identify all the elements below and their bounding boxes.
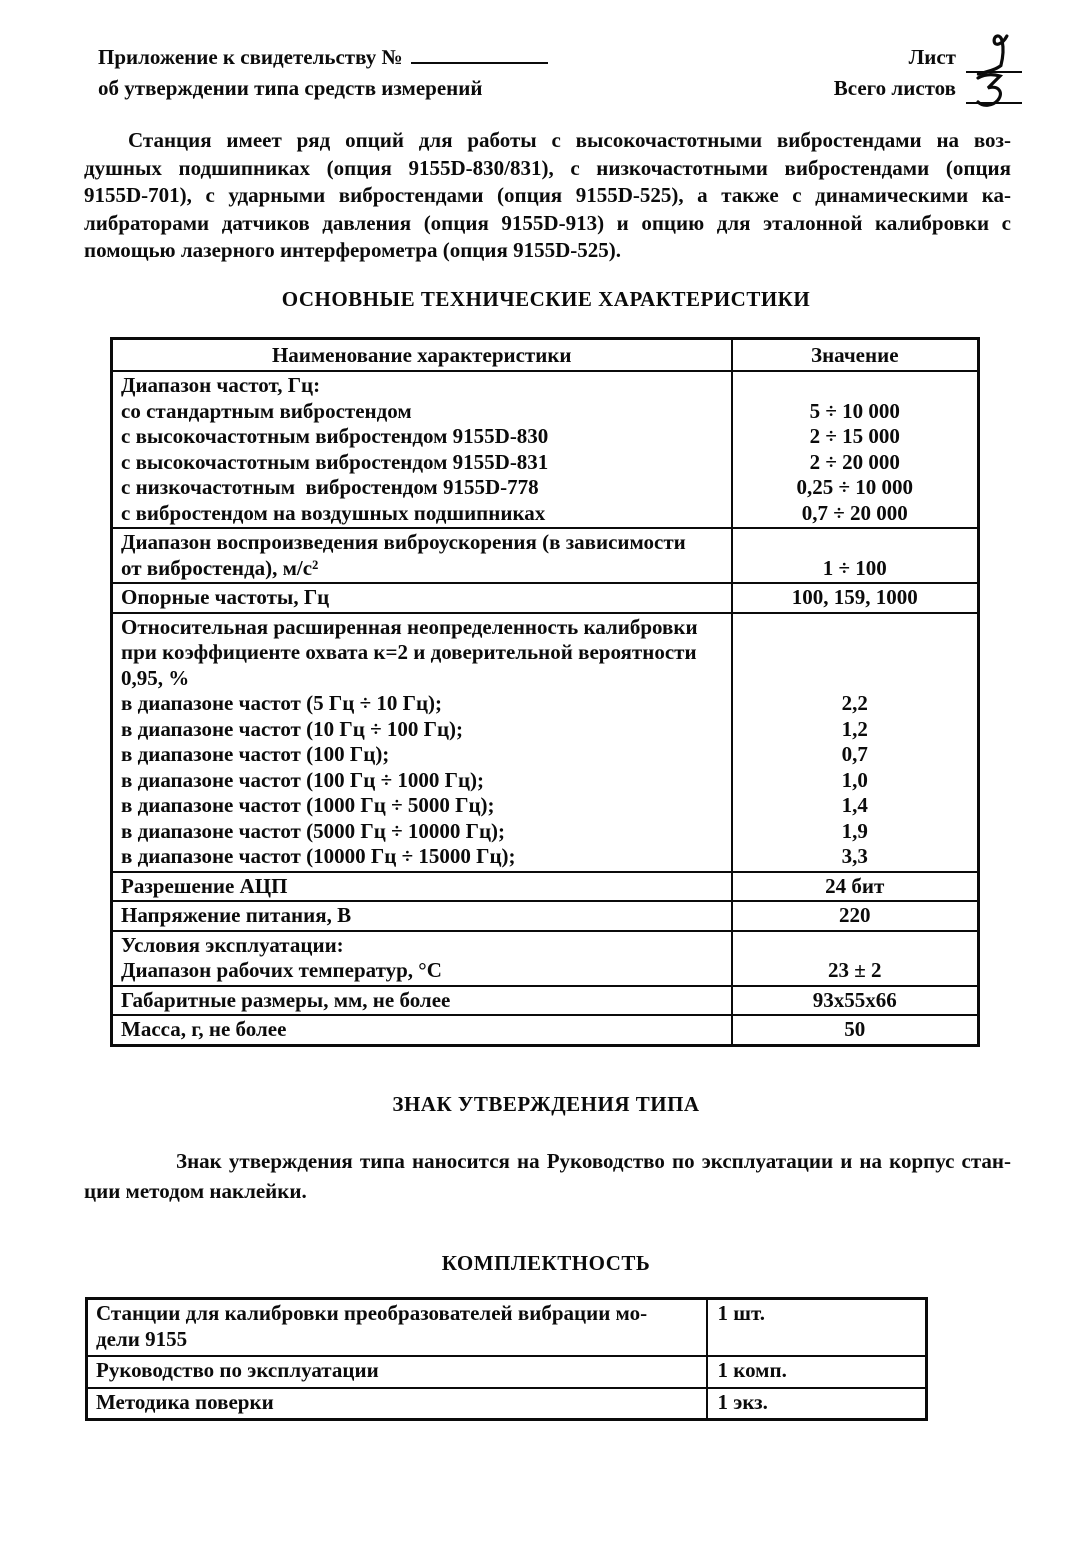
specs-table-row (112, 613, 979, 872)
characteristic-name-line: в диапазоне частот (1000 Гц ÷ 5000 Гц); (121, 793, 495, 817)
kit-item-name-cell (87, 1356, 707, 1388)
appendix-header-line2: об утверждении типа средств измерений (98, 76, 483, 100)
kit-item-name-line: Методика поверки (96, 1389, 274, 1414)
paragraph-line: либраторами датчиков давления (опция 9155D-913) и опцию для эталонной калибровки с (84, 210, 1011, 235)
characteristic-name-line: с высокочастотным вибростендом 9155D-831 (121, 449, 549, 474)
characteristic-value-cell (732, 1015, 979, 1045)
characteristic-name-line: в диапазоне частот (100 Гц ÷ 1000 Гц); (121, 767, 485, 792)
characteristic-name-line: в диапазоне частот (10 Гц ÷ 100 Гц); (121, 716, 464, 741)
characteristic-value-line (733, 933, 978, 959)
kit-item-qty: 1 шт. (717, 1301, 765, 1325)
characteristic-value-line: 3,3 (841, 844, 868, 868)
kit-section-title: КОМПЛЕКТНОСТЬ (441, 1251, 651, 1275)
characteristic-name-line: 0,95, % (121, 665, 190, 690)
sheet-counter (834, 42, 1022, 104)
characteristic-name-cell (112, 986, 732, 1016)
specs-col-name-header: Наименование характеристики (112, 339, 732, 372)
characteristic-name-line: в диапазоне частот (5 Гц ÷ 10 Гц); (121, 691, 443, 715)
characteristic-value-cell (732, 901, 979, 931)
specs-table-row (112, 528, 979, 583)
characteristic-name-line: Диапазон воспроизведения виброускорения (в зависимости (121, 530, 686, 554)
characteristic-name-line: в диапазоне частот (5000 Гц ÷ 10000 Гц); (121, 818, 506, 843)
characteristic-name-line: Габаритные размеры, мм, не более (121, 987, 451, 1012)
total-sheets-blank (966, 76, 1022, 104)
kit-item-qty: 1 экз. (717, 1389, 768, 1414)
paragraph-line: Знак утверждения типа наносится на Руководство по эксплуатации и на корпус стан- (176, 1149, 1011, 1173)
paragraph-line: душных подшипниках (опция 9155D-830/831), с низкочастотными вибростендами (опция (84, 155, 1011, 180)
characteristic-value-cell (732, 583, 979, 613)
characteristic-value-line: 0,7 ÷ 20 000 (801, 500, 908, 525)
characteristic-value-line: 2 ÷ 20 000 (809, 449, 900, 474)
approval-paragraph (84, 1147, 1011, 1206)
kit-item-qty: 1 комп. (717, 1358, 787, 1382)
characteristic-name-line: Диапазон частот, Гц: (121, 373, 321, 397)
characteristic-name-cell (112, 528, 732, 583)
kit-item-name-line: Руководство по эксплуатации (96, 1358, 379, 1382)
characteristic-value-cell (732, 872, 979, 902)
characteristic-value-line (733, 530, 978, 556)
characteristic-value-line (733, 666, 978, 692)
kit-item-name-line: дели 9155 (96, 1326, 188, 1351)
specs-section-title: ОСНОВНЫЕ ТЕХНИЧЕСКИЕ ХАРАКТЕРИСТИКИ (281, 287, 811, 311)
characteristic-value-cell (732, 613, 979, 872)
characteristic-value-line: 0,25 ÷ 10 000 (796, 475, 914, 499)
characteristic-value-line: 100, 159, 1000 (791, 585, 918, 609)
paragraph-line: Станция имеет ряд опций для работы с высокочастотными вибростендами на воз- (128, 128, 1011, 152)
appendix-header-line1 (98, 42, 548, 73)
characteristic-name-cell (112, 931, 732, 986)
specs-table-row (112, 583, 979, 613)
characteristic-value-line: 23 ± 2 (827, 958, 882, 982)
total-sheets-label: Всего листов (833, 76, 956, 100)
characteristic-value-line: 1,9 (841, 818, 868, 843)
characteristic-value-line: 2,2 (841, 691, 868, 715)
characteristic-name-line: Относительная расширенная неопределенность калибровки (121, 614, 698, 639)
characteristic-name-cell (112, 901, 732, 931)
specs-table-row (112, 872, 979, 902)
characteristic-name-line: в диапазоне частот (100 Гц); (121, 742, 390, 766)
kit-item-qty-cell (707, 1388, 927, 1420)
characteristic-name-cell (112, 371, 732, 528)
specs-table-row (112, 931, 979, 986)
characteristic-name-cell (112, 613, 732, 872)
characteristic-name-line: с низкочастотным вибростендом 9155D-778 (121, 475, 539, 499)
characteristic-value-line: 220 (839, 903, 871, 927)
kit-table-row (87, 1356, 927, 1388)
kit-table (85, 1297, 928, 1421)
sheet-number-blank (966, 45, 1022, 73)
approval-section-title: ЗНАК УТВЕРЖДЕНИЯ ТИПА (392, 1092, 700, 1116)
characteristic-name-cell (112, 583, 732, 613)
characteristic-value-cell (732, 931, 979, 986)
characteristic-name-line: Опорные частоты, Гц (121, 585, 330, 609)
characteristic-name-line: при коэффициенте охвата к=2 и доверительной вероятности (121, 640, 697, 664)
characteristic-value-line: 50 (844, 1017, 866, 1041)
characteristic-value-line: 24 бит (825, 873, 885, 898)
appendix-certificate-label: Приложение к свидетельству № (98, 45, 403, 69)
characteristic-value-line (733, 373, 978, 399)
specs-col-value-header: Значение (732, 339, 979, 372)
characteristic-name-line: со стандартным вибростендом (121, 398, 412, 423)
characteristic-name-line: в диапазоне частот (10000 Гц ÷ 15000 Гц); (121, 844, 516, 868)
characteristic-name-line: Напряжение питания, В (121, 903, 352, 927)
kit-item-name-line: Станции для калибровки преобразователей вибрации мо- (96, 1301, 648, 1325)
characteristic-value-line: 1 ÷ 100 (822, 555, 887, 580)
characteristic-name-cell (112, 872, 732, 902)
characteristic-value-line: 1,2 (841, 716, 868, 741)
characteristic-value-cell (732, 371, 979, 528)
certificate-number-blank (411, 42, 548, 64)
characteristic-name-line: от вибростенда), м/с² (121, 555, 319, 580)
specs-table-row (112, 371, 979, 528)
characteristic-value-cell (732, 528, 979, 583)
handwritten-total-sheets (974, 71, 1008, 111)
characteristic-name-line: с вибростендом на воздушных подшипниках (121, 500, 546, 525)
specs-table (110, 337, 980, 1047)
characteristic-value-line: 2 ÷ 15 000 (809, 424, 900, 448)
specs-table-row (112, 986, 979, 1016)
characteristic-value-line: 93х55х66 (812, 987, 897, 1012)
kit-table-row (87, 1388, 927, 1420)
paragraph-line: 9155D-701), с ударными вибростендами (опция 9155D-525), а также с динамическими ка- (84, 183, 1011, 207)
kit-item-name-cell (87, 1299, 707, 1357)
kit-item-name-cell (87, 1388, 707, 1420)
characteristic-value-line: 0,7 (841, 742, 868, 766)
paragraph-line: помощью лазерного интерферометра (опция 9155D-525). (84, 238, 622, 262)
characteristic-value-line: 5 ÷ 10 000 (809, 398, 900, 423)
characteristic-name-line: Масса, г, не более (121, 1017, 287, 1041)
characteristic-value-line: 1,4 (841, 793, 868, 817)
characteristic-value-line (733, 640, 978, 666)
total-sheets-row (834, 73, 1022, 104)
characteristic-name-line: с высокочастотным вибростендом 9155D-830 (121, 424, 549, 448)
intro-paragraph (84, 127, 1011, 265)
kit-item-qty-cell (707, 1299, 927, 1357)
specs-table-row (112, 901, 979, 931)
sheet-row (834, 42, 1022, 73)
kit-table-row (87, 1299, 927, 1357)
appendix-header (98, 42, 548, 104)
characteristic-name-line: Разрешение АЦП (121, 873, 288, 898)
characteristic-name-cell (112, 1015, 732, 1045)
specs-table-header-row (112, 339, 979, 372)
characteristic-value-cell (732, 986, 979, 1016)
specs-table-row (112, 1015, 979, 1045)
paragraph-line: ции методом наклейки. (84, 1178, 307, 1203)
characteristic-name-line: Диапазон рабочих температур, °С (121, 958, 442, 982)
sheet-label: Лист (908, 45, 956, 69)
kit-item-qty-cell (707, 1356, 927, 1388)
characteristic-name-line: Условия эксплуатации: (121, 932, 344, 957)
characteristic-value-line (733, 615, 978, 641)
characteristic-value-line: 1,0 (841, 767, 868, 792)
